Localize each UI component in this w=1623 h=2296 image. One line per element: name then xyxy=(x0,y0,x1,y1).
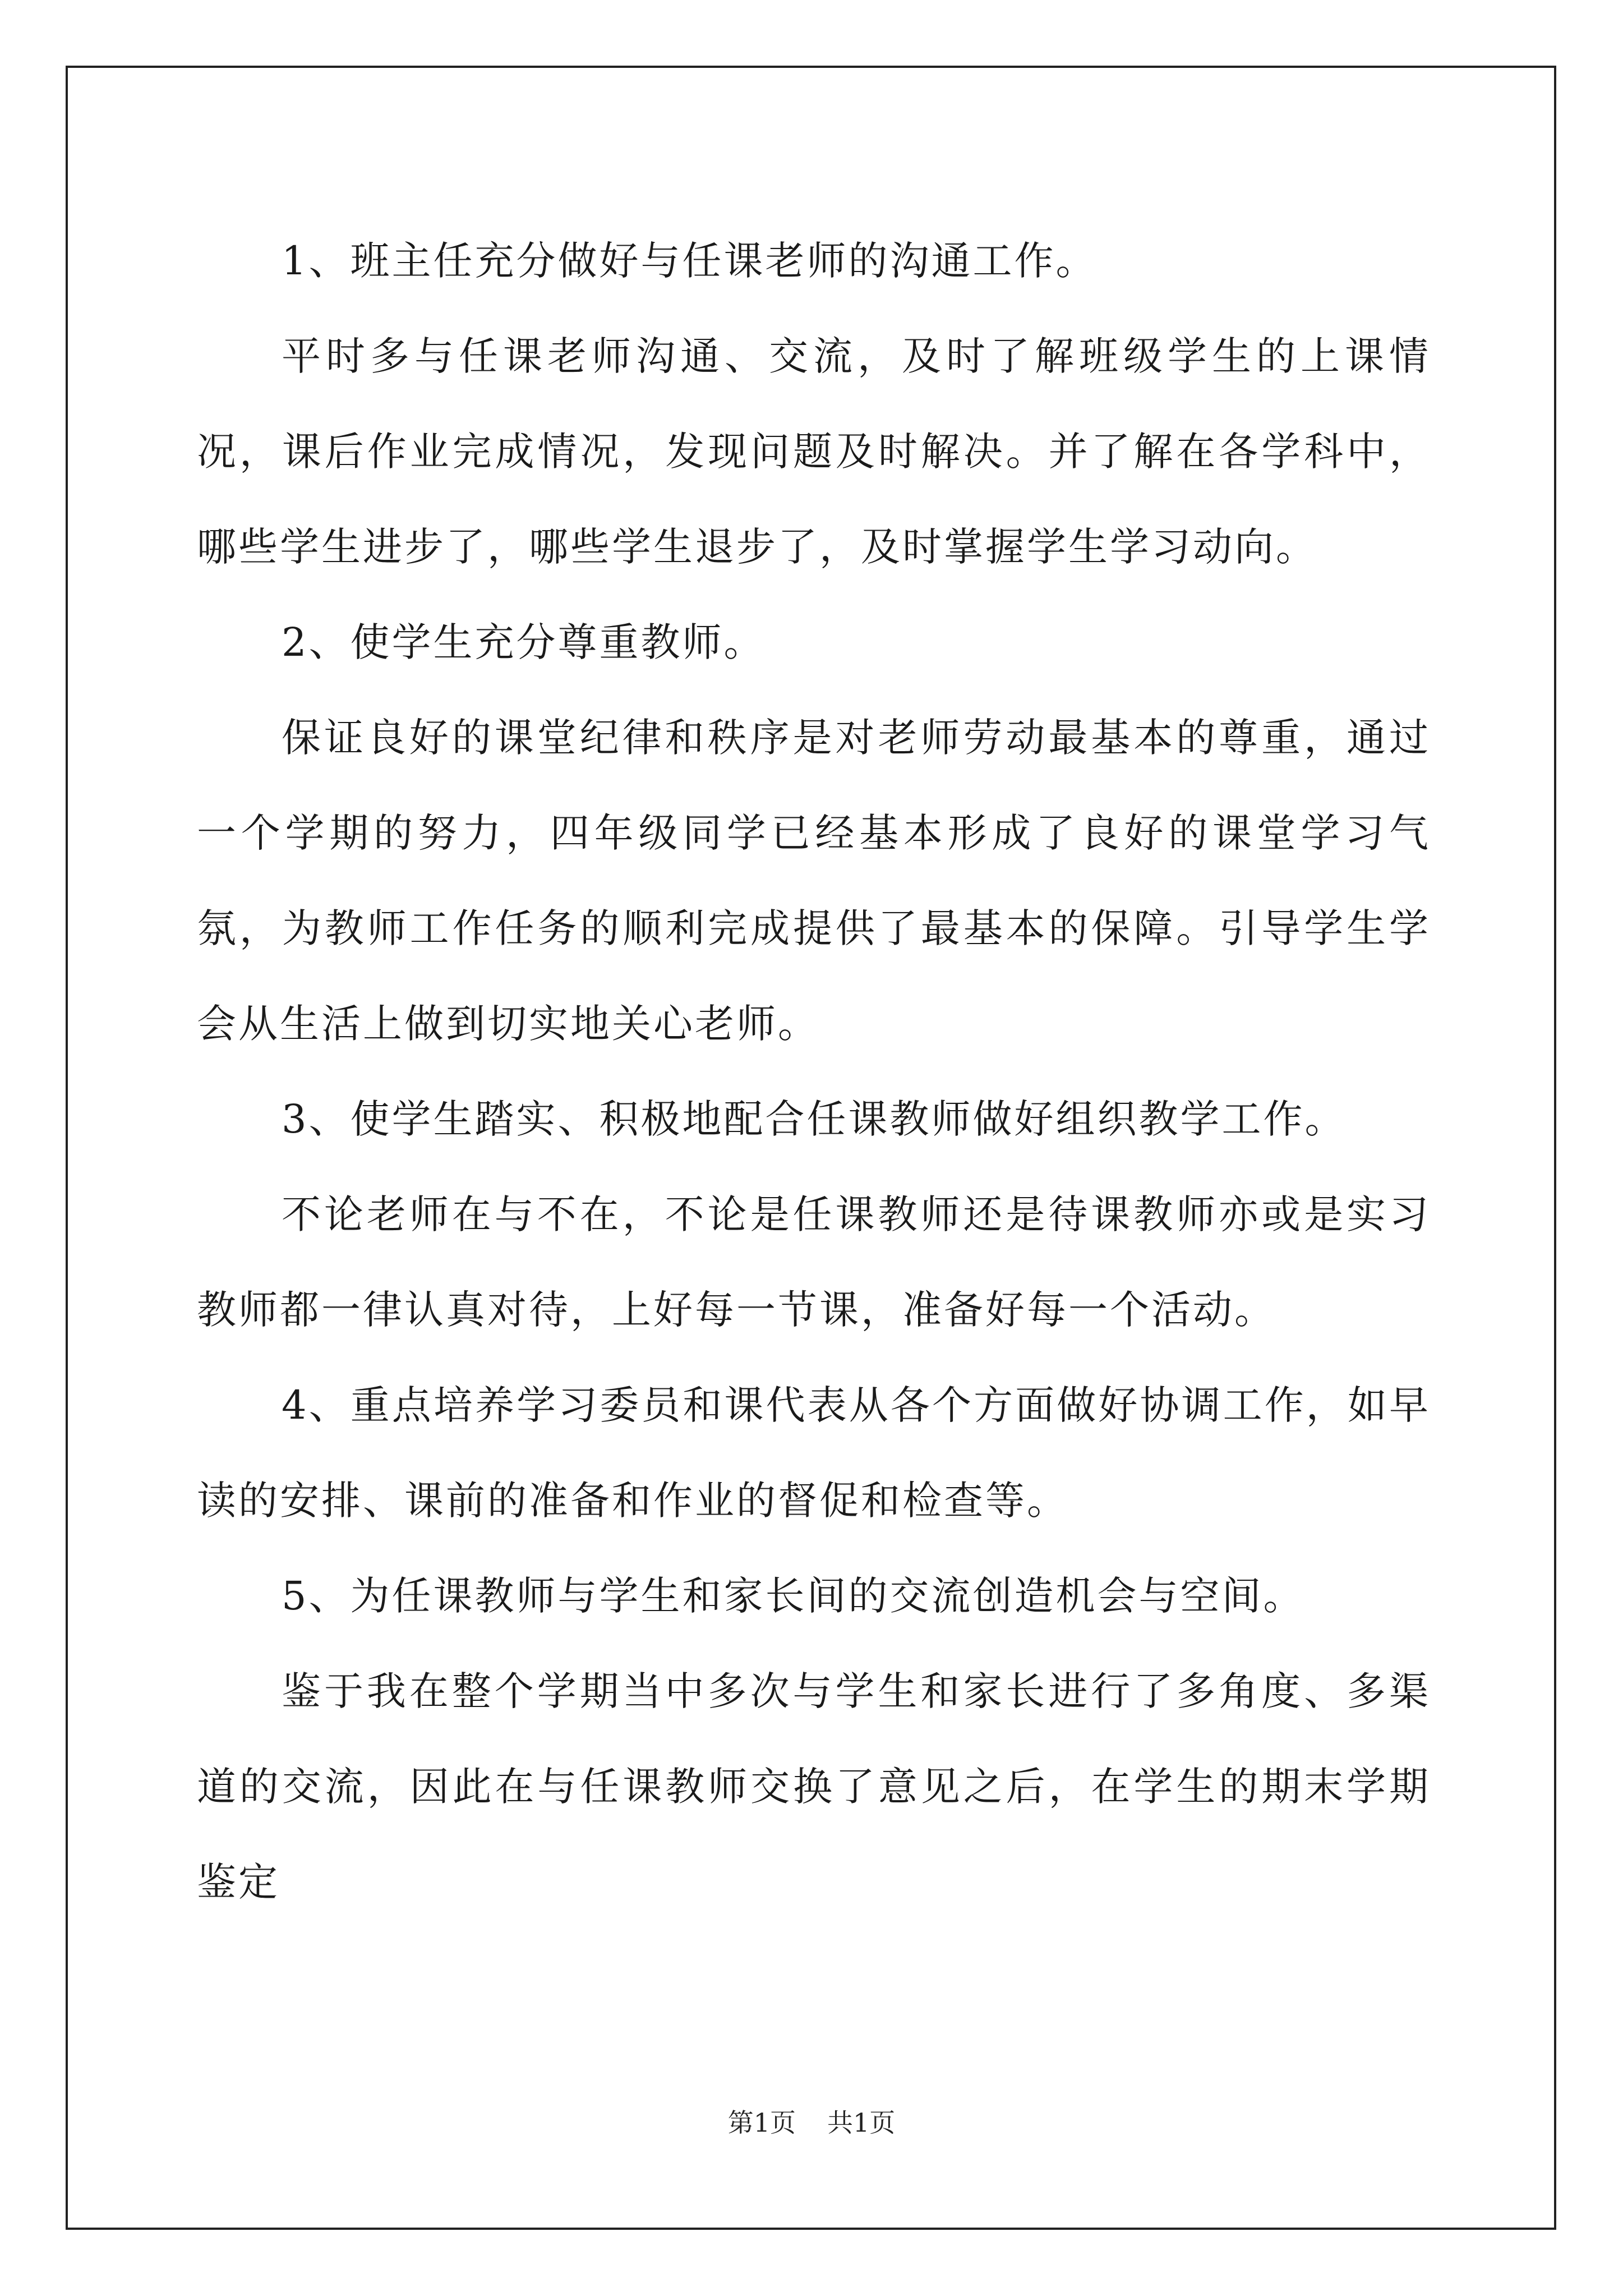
page-number-total: 共1页 xyxy=(827,2108,896,2138)
page-number-current: 第1页 xyxy=(727,2108,796,2138)
paragraph: 鉴于我在整个学期当中多次与学生和家长进行了多角度、多渠道的交流，因此在与任课教师交换了意见之后，在学生的期末学期鉴定 xyxy=(197,1668,1431,1905)
paragraph: 2、使学生充分尊重教师。 xyxy=(282,619,766,665)
paragraph: 1、班主任充分做好与任课老师的沟通工作。 xyxy=(282,238,1098,284)
page-footer xyxy=(0,2102,1623,2139)
paragraph: 5、为任课教师与学生和家长间的交流创造机会与空间。 xyxy=(282,1573,1305,1619)
paragraph: 不论老师在与不在，不论是任课教师还是待课教师亦或是实习教师都一律认真对待，上好每一节课，准备好每一个活动。 xyxy=(197,1191,1431,1333)
paragraph: 保证良好的课堂纪律和秩序是对老师劳动最基本的尊重，通过一个学期的努力，四年级同学已经基本形成了良好的课堂学习气氛，为教师工作任务的顺利完成提供了最基本的保障。引导学生学会从生活上做到切实地关心老师。 xyxy=(197,715,1431,1047)
document-body xyxy=(197,213,1431,1930)
paragraph: 平时多与任课老师沟通、交流，及时了解班级学生的上课情况，课后作业完成情况，发现问题及时解决。并了解在各学科中，哪些学生进步了，哪些学生退步了，及时掌握学生学习动向。 xyxy=(197,333,1431,570)
paragraph: 3、使学生踏实、积极地配合任课教师做好组织教学工作。 xyxy=(282,1096,1347,1142)
paragraph: 4、重点培养学习委员和课代表从各个方面做好协调工作，如早读的安排、课前的准备和作业的督促和检查等。 xyxy=(197,1382,1431,1524)
